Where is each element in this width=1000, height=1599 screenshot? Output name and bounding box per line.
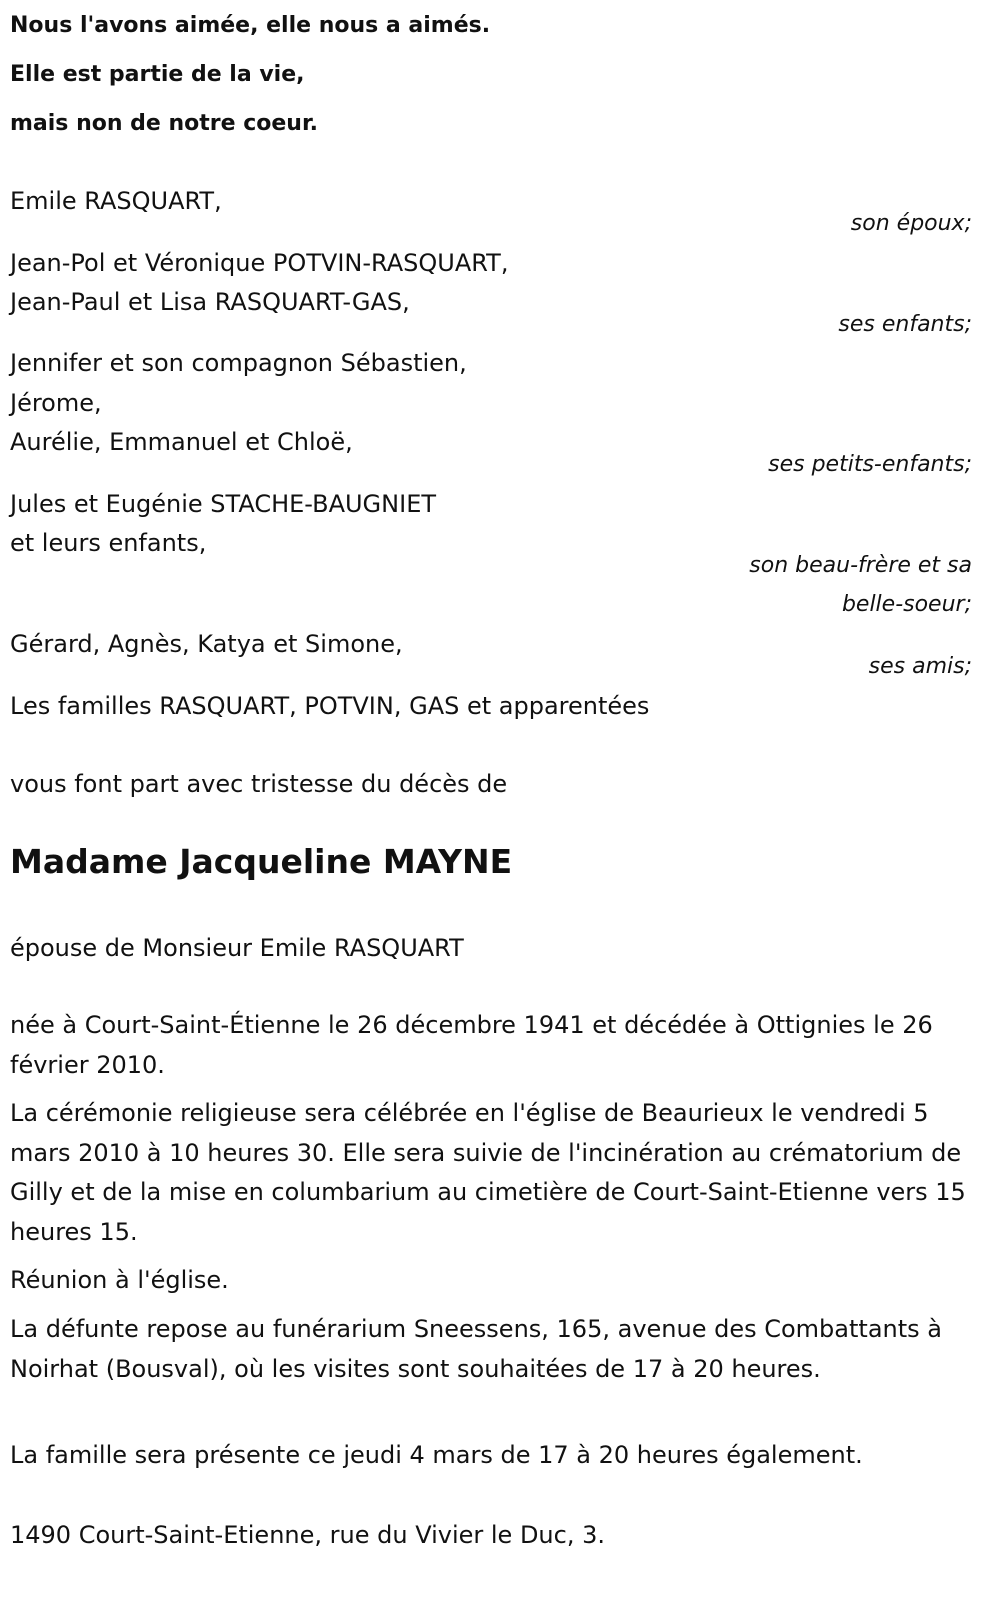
- family-grandchild-3: Aurélie, Emmanuel et Chloë,: [10, 428, 353, 456]
- family-grandchild-2: Jérome,: [10, 389, 102, 417]
- family-friends-names: Gérard, Agnès, Katya et Simone,: [10, 630, 403, 658]
- family-inlaw-2: et leurs enfants,: [10, 529, 207, 557]
- family-child-2: Jean-Paul et Lisa RASQUART-GAS,: [10, 288, 410, 316]
- address-line: 1490 Court-Saint-Etienne, rue du Vivier le Duc, 3.: [10, 1521, 605, 1549]
- announcement-line: vous font part avec tristesse du décès de: [10, 770, 508, 798]
- family-presence-paragraph: La famille sera présente ce jeudi 4 mars de 17 à 20 heures également.: [10, 1441, 863, 1469]
- family-spouse-name: Emile RASQUART,: [10, 187, 222, 215]
- family-grandchild-1: Jennifer et son compagnon Sébastien,: [10, 349, 467, 377]
- family-inlaw-role-2: belle-soeur;: [841, 592, 972, 617]
- funeral-home-paragraph: La défunte repose au funérarium Sneessens, 165, avenue des Combattants à Noirhat (Bousval), où les visites sont souhaitées de 17 à 20 heures.: [10, 1315, 942, 1383]
- family-child-1: Jean-Pol et Véronique POTVIN-RASQUART,: [10, 249, 509, 277]
- spouse-line: épouse de Monsieur Emile RASQUART: [10, 934, 464, 962]
- epigraph-line-2: Elle est partie de la vie,: [10, 62, 305, 87]
- family-children-role: ses enfants;: [838, 312, 972, 337]
- ceremony-paragraph: La cérémonie religieuse sera célébrée en l'église de Beaurieux le vendredi 5 mars 2010 à 10 heures 30. Elle sera suivie de l'incinération au crématorium de Gilly et de la mise en columbarium au cimetière de Court-Saint-Etienne vers 15 heures 15.: [10, 1099, 966, 1246]
- family-friends-role: ses amis;: [868, 654, 972, 679]
- birth-death-paragraph: née à Court-Saint-Étienne le 26 décembre 1941 et décédée à Ottignies le 26 février 2010.: [10, 1011, 933, 1079]
- family-spouse-role: son époux;: [850, 211, 972, 236]
- family-grandchildren-role: ses petits-enfants;: [768, 452, 972, 477]
- deceased-name: Madame Jacqueline MAYNE: [10, 842, 513, 881]
- meeting-paragraph: Réunion à l'église.: [10, 1266, 229, 1294]
- epigraph-line-1: Nous l'avons aimée, elle nous a aimés.: [10, 13, 491, 38]
- epigraph-line-3: mais non de notre coeur.: [10, 111, 319, 136]
- family-inlaw-role-1: son beau-frère et sa: [749, 553, 972, 578]
- family-inlaw-1: Jules et Eugénie STACHE-BAUGNIET: [10, 490, 437, 518]
- families-line: Les familles RASQUART, POTVIN, GAS et apparentées: [10, 692, 650, 720]
